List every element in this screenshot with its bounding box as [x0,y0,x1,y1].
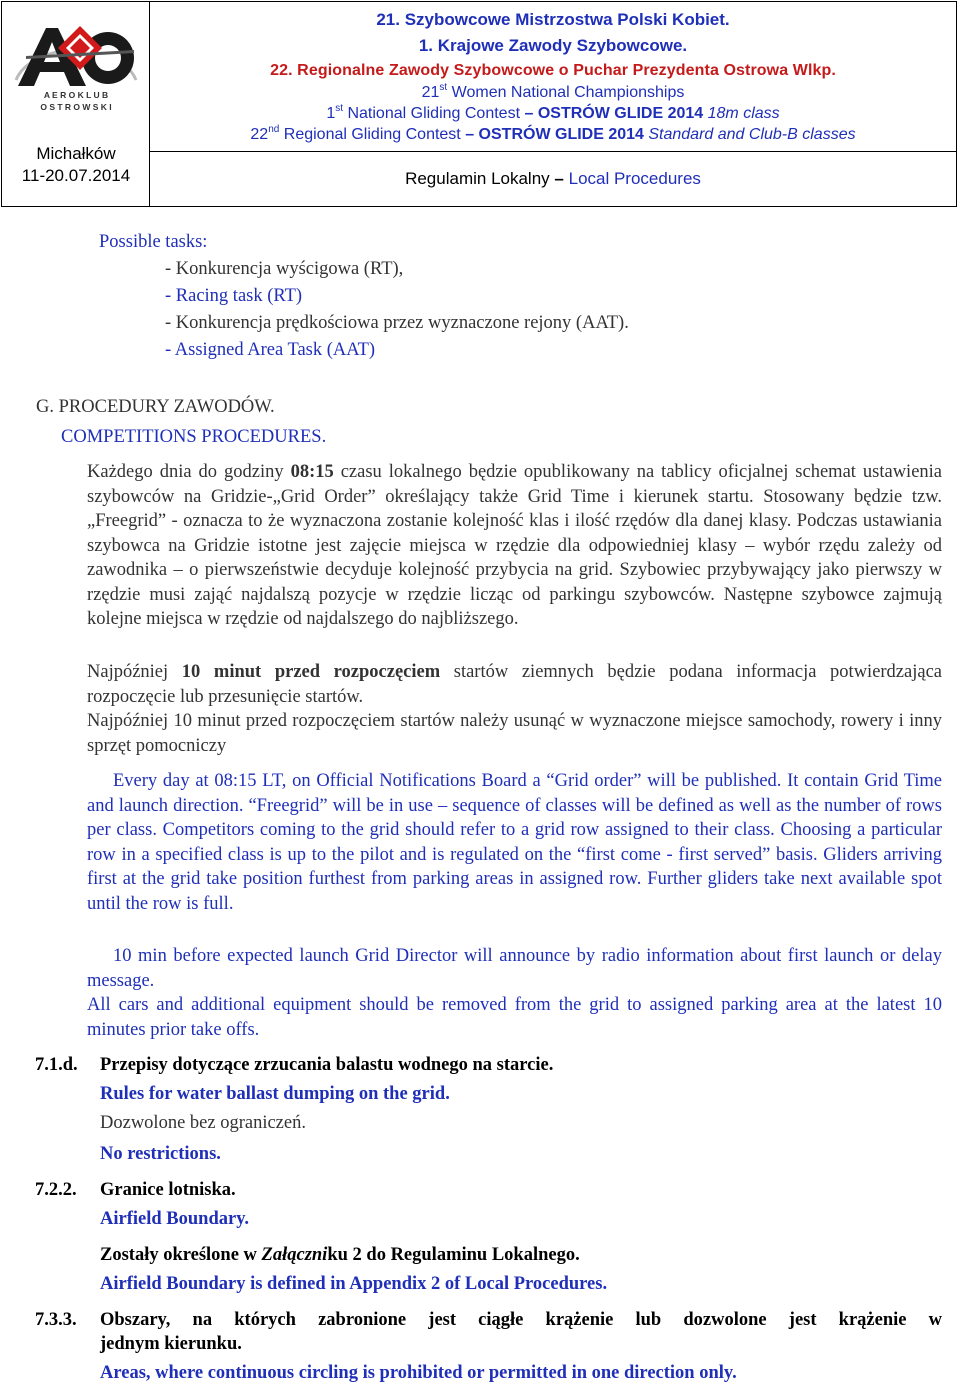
regulations-line: Regulamin Lokalny – Local Procedures [405,169,701,188]
section-7-3-3-title-pl-1: Obszary, na których zabronione jest ciągłe krążenie lub dozwolone jest krążenie w [100,1310,942,1330]
section-7-2-2-text-pl: Zostały określone w Załączniku 2 do Regulaminu Lokalnego. [100,1245,580,1265]
section-g-pl-paragraph-3: Najpóźniej 10 minut przed rozpoczęciem startów należy usunąć w wyznaczone miejsce samochody, rowery i inny sprzęt pomocniczy [87,711,942,756]
header-titles [150,2,956,152]
section-7-3-3-title-pl-2: jednym kierunku. [100,1334,242,1354]
logo-cell [2,2,150,206]
section-7-1-d-text-en: No restrictions. [100,1144,221,1164]
task-item: - Racing task (RT) [165,286,303,306]
section-7-3-3-title-en: Areas, where continuous circling is prohibited or permitted in one direction only. [100,1363,737,1383]
section-g-en-paragraph-2: 10 min before expected launch Grid Director will announce by radio information about first launch or delay message. [87,946,942,991]
section-7-2-2-title-pl: Granice lotniska. [100,1180,236,1200]
header-place: Michałków [36,144,116,163]
section-7-1-d-number: 7.1.d. [35,1055,78,1075]
logo-ring-top: A E R O K L U B [43,90,109,100]
section-7-1-d-title-en: Rules for water ballast dumping on the grid. [100,1084,450,1104]
section-g-title-en: COMPETITIONS PROCEDURES. [61,427,327,447]
title-en-2: 1st National Gliding Contest – OSTRÓW GLIDE 2014 18m class [326,103,780,122]
title-pl-2: 1. Krajowe Zawody Szybowcowe. [418,36,688,55]
section-7-3-3-number: 7.3.3. [35,1310,77,1330]
section-7-1-d-title-pl: Przepisy dotyczące zrzucania balastu wodnego na starcie. [100,1055,554,1075]
task-item: - Konkurencja wyścigowa (RT), [165,259,404,279]
title-pl-3: 22. Regionalne Zawody Szybowcowe o Puchar Prezydenta Ostrowa Wlkp. [270,62,836,79]
section-7-2-2-title-en: Airfield Boundary. [100,1209,250,1229]
title-en-1: 21st Women National Championships [421,82,685,101]
task-item: - Assigned Area Task (AAT) [165,340,376,360]
task-item: - Konkurencja prędkościowa przez wyznaczone rejony (AAT). [165,313,629,333]
section-g-pl-paragraph-1: Każdego dnia do godziny 08:15 czasu lokalnego będzie opublikowany na tablicy oficjalnej schemat ustawienia szybowców na Gridzie-„Grid Order” określający także Grid Time i kierunek startu. Stosowany będzie tzw. „Freegrid” - oznacza to że wyznaczona zostanie kolejność klas i ilość rzędów dla danej klasy. Podczas ustawiania szybowca na Gridzie istotne jest zajęcie miejsca w rzędzie dla odpowiedniej klasy – wybór rzędu zależy od zawodnika – o pierwszeństwie decyduje kolejność przybycia na grid. Szybowiec przybywający jako pierwszy w rzędzie musi zająć najdalszą pozycje w rzędzie licząc od parkingu szybowców. Następne szybowce zajmują kolejne miejsca w rzędzie od najdalszego do najbliższego. [87,462,943,629]
section-g-en-paragraph-3: All cars and additional equipment should be removed from the grid to assigned parking area at the latest 10 minutes prior take offs. [87,995,942,1040]
title-pl-1: 21. Szybowcowe Mistrzostwa Polski Kobiet. [376,10,730,29]
section-7-1-d-text-pl: Dozwolone bez ograniczeń. [100,1113,306,1133]
header-dates: 11-20.07.2014 [21,166,131,185]
section-7-2-2-number: 7.2.2. [35,1180,77,1200]
section-7-2-2-text-en: Airfield Boundary is defined in Appendix 2 of Local Procedures. [100,1274,608,1294]
tasks-heading: Possible tasks: [99,232,208,252]
title-en-3: 22nd Regional Gliding Contest – OSTRÓW GLIDE 2014 Standard and Club-B classes [250,124,856,143]
section-g-title-pl: G. PROCEDURY ZAWODÓW. [36,397,275,417]
regulations-en: Local Procedures [568,169,701,188]
document-header [1,1,957,207]
aeroklub-ostrowski-logo [6,20,146,115]
section-g-pl-paragraph-2: Najpóźniej 10 minut przed rozpoczęciem startów ziemnych będzie podana informacja potwierdzająca rozpoczęcie lub przesunięcie startów. [87,662,943,707]
section-g-en-paragraph-1: Every day at 08:15 LT, on Official Notifications Board a “Grid order” will be published. It contain Grid Time and launch direction. “Freegrid” will be in use – sequence of classes will be defined as well as the number of rows per class. Competitors coming to the grid should refer to a grid row assigned to their class. Choosing a particular row in a specified class is up to the pilot and is regulated on the “first come - first served” basis. Gliders arriving first at the grid take position furthest from parking areas in assigned row. Further gliders take next available spot until the row is full. [87,771,942,914]
regulations-pl: Regulamin Lokalny [405,169,550,188]
logo-ring-bottom: O S T R O W S K I [40,102,112,112]
